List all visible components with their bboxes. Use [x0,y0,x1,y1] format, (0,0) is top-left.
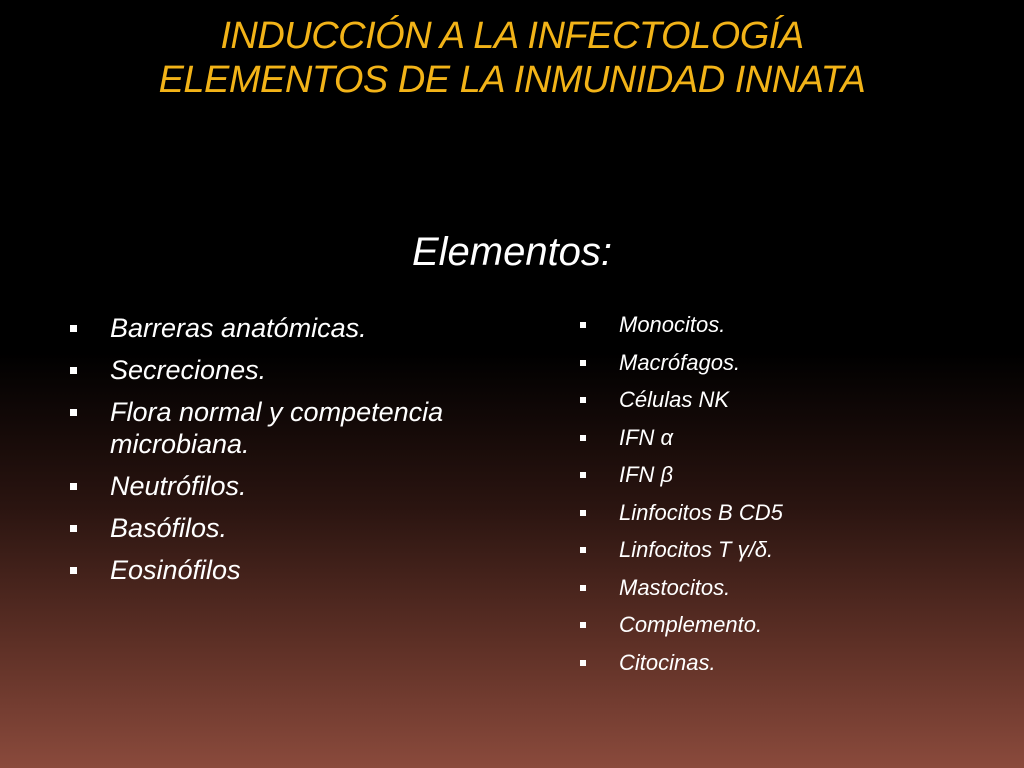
list-item [70,512,540,544]
list-item [70,554,540,586]
square-bullet-icon [580,547,586,553]
square-bullet-icon [70,567,77,574]
square-bullet-icon [580,322,586,328]
list-item-text: IFN α [619,424,674,450]
square-bullet-icon [580,360,586,366]
slide-title-line-2: ELEMENTOS DE LA INMUNIDAD INNATA [158,59,866,101]
list-item [70,396,540,460]
list-item-text: Neutrófilos. [110,471,247,501]
square-bullet-icon [580,660,586,666]
square-bullet-icon [70,483,77,490]
slide-title-line-1: INDUCCIÓN A LA INFECTOLOGÍA [220,15,804,57]
list-item [580,500,1000,526]
list-item [580,462,1000,488]
square-bullet-icon [580,472,586,478]
list-item-text: Macrófagos. [619,349,741,375]
square-bullet-icon [70,525,77,532]
square-bullet-icon [580,435,586,441]
list-item [70,470,540,502]
list-item [580,350,1000,376]
square-bullet-icon [580,622,586,628]
list-item [70,312,540,344]
right-bullet-list [580,312,1000,687]
list-item-text: Barreras anatómicas. [110,313,367,343]
list-item-text: Basófilos. [110,513,228,543]
list-item [580,537,1000,563]
list-item-text: Monocitos. [619,312,726,337]
slide-subtitle: Elementos: [411,230,613,274]
list-item-text: Linfocitos B CD5 [619,499,783,525]
list-item-text: Citocinas. [619,649,716,675]
list-item [580,312,1000,338]
square-bullet-icon [70,409,77,416]
list-item-text: Mastocitos. [619,574,731,600]
list-item-text: Linfocitos T γ/δ. [619,537,774,562]
list-item [580,612,1000,638]
list-item-text: Complemento. [619,612,763,637]
slide-title [0,14,1024,102]
square-bullet-icon [580,585,586,591]
list-item [580,387,1000,413]
list-item [70,354,540,386]
list-item [580,650,1000,676]
list-item-text: IFN β [619,462,674,487]
list-item-text: Flora normal y competencia microbiana. [110,397,444,459]
list-item [580,425,1000,451]
square-bullet-icon [70,367,77,374]
list-item-text: Células NK [619,387,730,412]
left-bullet-list [70,312,540,596]
square-bullet-icon [580,397,586,403]
square-bullet-icon [70,325,77,332]
list-item-text: Eosinófilos [110,555,241,585]
list-item-text: Secreciones. [110,355,267,385]
list-item [580,575,1000,601]
square-bullet-icon [580,510,586,516]
